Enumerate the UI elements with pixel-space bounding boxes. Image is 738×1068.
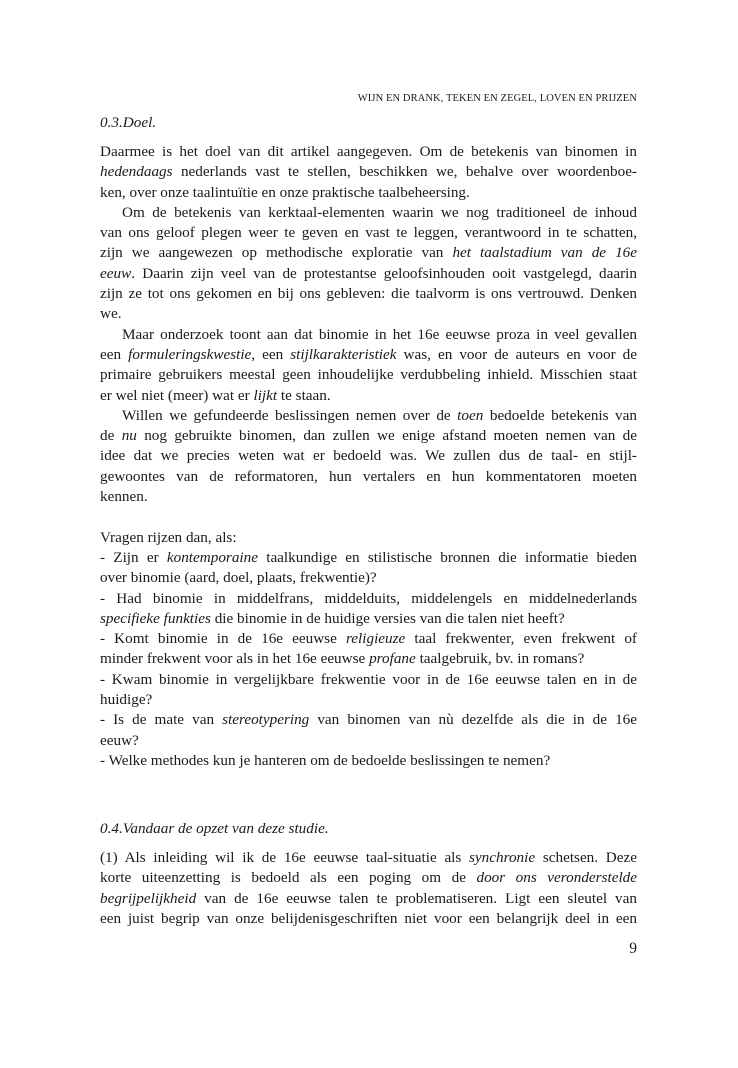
italic-text: door ons veronderstelde <box>476 869 637 887</box>
italic-text: stijlkarakteristiek <box>290 345 397 363</box>
text-line <box>100 629 637 649</box>
text: schetsen. Deze <box>535 849 637 866</box>
text: er wel niet (meer) wat er <box>100 386 254 404</box>
text: eeuw? <box>100 731 139 749</box>
page-number: 9 <box>629 940 637 957</box>
text-line <box>100 751 637 771</box>
text-line <box>100 284 637 304</box>
running-head: WIJN EN DRANK, TEKEN EN ZEGEL, LOVEN EN PRIJZEN <box>357 93 637 104</box>
text: een juist begrip van onze belijdenisgeschriften niet voor een belangrijk deel in een <box>100 909 637 927</box>
text: korte uiteenzetting is bedoeld als een poging om de <box>100 869 477 887</box>
text-line <box>100 162 637 182</box>
italic-text: specifieke funkties <box>100 609 211 627</box>
italic-text: begrijpelijkheid <box>100 889 197 907</box>
text: - Komt binomie in de 16e eeuwse <box>100 630 346 648</box>
text: een <box>100 345 129 363</box>
text: was, en voor de auteurs en voor de <box>396 345 637 363</box>
text: taal frekwenter, even frekwent of <box>405 630 637 648</box>
italic-text: stereotypering <box>222 711 310 729</box>
section-heading-0-3: 0.3.Doel. <box>100 114 157 131</box>
text-line <box>100 365 637 385</box>
text-line <box>100 868 637 888</box>
section-heading-0-4: 0.4.Vandaar de opzet van deze studie. <box>100 820 329 837</box>
text: we. <box>100 305 122 323</box>
italic-text: het taalstadium van de 16e <box>452 244 637 262</box>
text: bedoelde betekenis van <box>483 406 637 424</box>
italic-text: formuleringskwestie <box>128 345 252 363</box>
text-line <box>100 243 637 263</box>
text: van binomen van nù dezelfde als die in de 16e <box>309 711 637 729</box>
text-line <box>100 325 637 345</box>
text: , een <box>251 345 291 363</box>
text: de <box>100 427 122 445</box>
text: - Welke methodes kun je hanteren om de bedoelde beslissingen te nemen? <box>100 751 551 769</box>
text-line <box>100 731 637 751</box>
section-body-0-3 <box>100 142 637 771</box>
text: Maar onderzoek toont aan dat binomie in het 16e eeuwse proza in veel gevallen <box>122 325 637 343</box>
text: te staan. <box>277 386 331 404</box>
text: taalgebruik, bv. in romans? <box>415 650 585 668</box>
text-line <box>100 889 637 909</box>
text: van de 16e eeuwse talen te problematiseren. Ligt een sleutel van <box>196 889 637 907</box>
text-line <box>100 609 637 629</box>
italic-text: toen <box>457 406 484 424</box>
text-line <box>100 568 637 588</box>
text: Vragen rijzen dan, als: <box>100 528 237 546</box>
text: - Is de mate van <box>100 711 223 729</box>
text: idee dat we precies weten wat er bedoeld was. We zullen dus de taal- en stijl- <box>100 447 637 465</box>
text: die binomie in de huidige versies van die talen niet heeft? <box>210 609 565 627</box>
section-body-0-4 <box>100 848 637 929</box>
italic-text: profane <box>369 650 416 668</box>
text: - Had binomie in middelfrans, middelduits, middelengels en middelnederlands <box>100 589 637 607</box>
text: gewoontes van de reformatoren, hun vertalers en hun kommentatoren moeten <box>100 467 637 485</box>
text-line <box>100 446 637 466</box>
text: - Kwam binomie in vergelijkbare frekwentie voor in de 16e eeuwse talen en in de <box>100 670 637 688</box>
italic-text: kontemporaine <box>166 548 258 566</box>
text: nog gebruikte binomen, dan zullen we enige afstand moeten nemen van de <box>136 427 637 445</box>
text: Om de betekenis van kerktaal-elementen waarin we nog traditioneel de inhoud <box>122 203 637 221</box>
italic-text: hedendaags <box>100 163 173 181</box>
text: - Zijn er <box>100 548 167 566</box>
text-line <box>100 487 637 507</box>
text: ken, over onze taalintuïtie en onze praktische taalbeheersing. <box>100 183 470 201</box>
text-line <box>100 426 637 446</box>
text: . Daarin zijn veel van de protestantse geloofsinhouden ooit vastgelegd, daarin <box>131 264 637 282</box>
text-line <box>100 589 637 609</box>
text: huidige? <box>100 691 153 709</box>
text-line <box>100 304 637 324</box>
italic-text: religieuze <box>345 630 406 648</box>
text-line <box>100 264 637 284</box>
text: zijn ze tot ons gekomen en bij ons gebleven: die taalvorm is ons vertrouwd. Denken <box>100 285 637 303</box>
text-line <box>100 649 637 669</box>
text-line <box>100 548 637 568</box>
text: van ons geloof plegen weer te geven en vast te leggen, verantwoord in te schatten, <box>100 224 637 242</box>
text: over binomie (aard, doel, plaats, frekwentie)? <box>100 569 377 587</box>
text: zijn we aangewezen op methodische exploratie van <box>100 244 453 262</box>
text-line <box>100 142 637 162</box>
italic-text: eeuw <box>100 264 132 282</box>
text: kennen. <box>100 488 148 506</box>
text-line <box>100 710 637 730</box>
text: primaire gebruikers meestal geen inhoudelijke verdubbeling inhield. Misschien staat <box>100 366 637 384</box>
italic-text: lijkt <box>253 386 278 404</box>
text-line <box>100 183 637 203</box>
text-line <box>100 467 637 487</box>
text: taalkundige en stilistische bronnen die informatie bieden <box>257 548 637 566</box>
text: Daarmee is het doel van dit artikel aangegeven. Om de betekenis van binomen in <box>100 143 637 160</box>
text-line <box>100 528 637 548</box>
text-line <box>100 690 637 710</box>
text-line <box>100 507 637 527</box>
italic-text: nu <box>121 427 137 445</box>
italic-text: synchronie <box>469 849 536 866</box>
text-line <box>100 386 637 406</box>
text: minder frekwent voor als in het 16e eeuwse <box>100 650 370 668</box>
text-line <box>100 848 637 868</box>
text-line <box>100 909 637 929</box>
text-line <box>100 670 637 690</box>
text: Willen we gefundeerde beslissingen nemen over de <box>122 406 458 424</box>
text: nederlands vast te stellen, beschikken we, behalve over woordenboe- <box>172 163 637 181</box>
text-line <box>100 203 637 223</box>
text-line <box>100 223 637 243</box>
text: (1) Als inleiding wil ik de 16e eeuwse taal-situatie als <box>100 849 470 866</box>
text-line <box>100 345 637 365</box>
text-line <box>100 406 637 426</box>
